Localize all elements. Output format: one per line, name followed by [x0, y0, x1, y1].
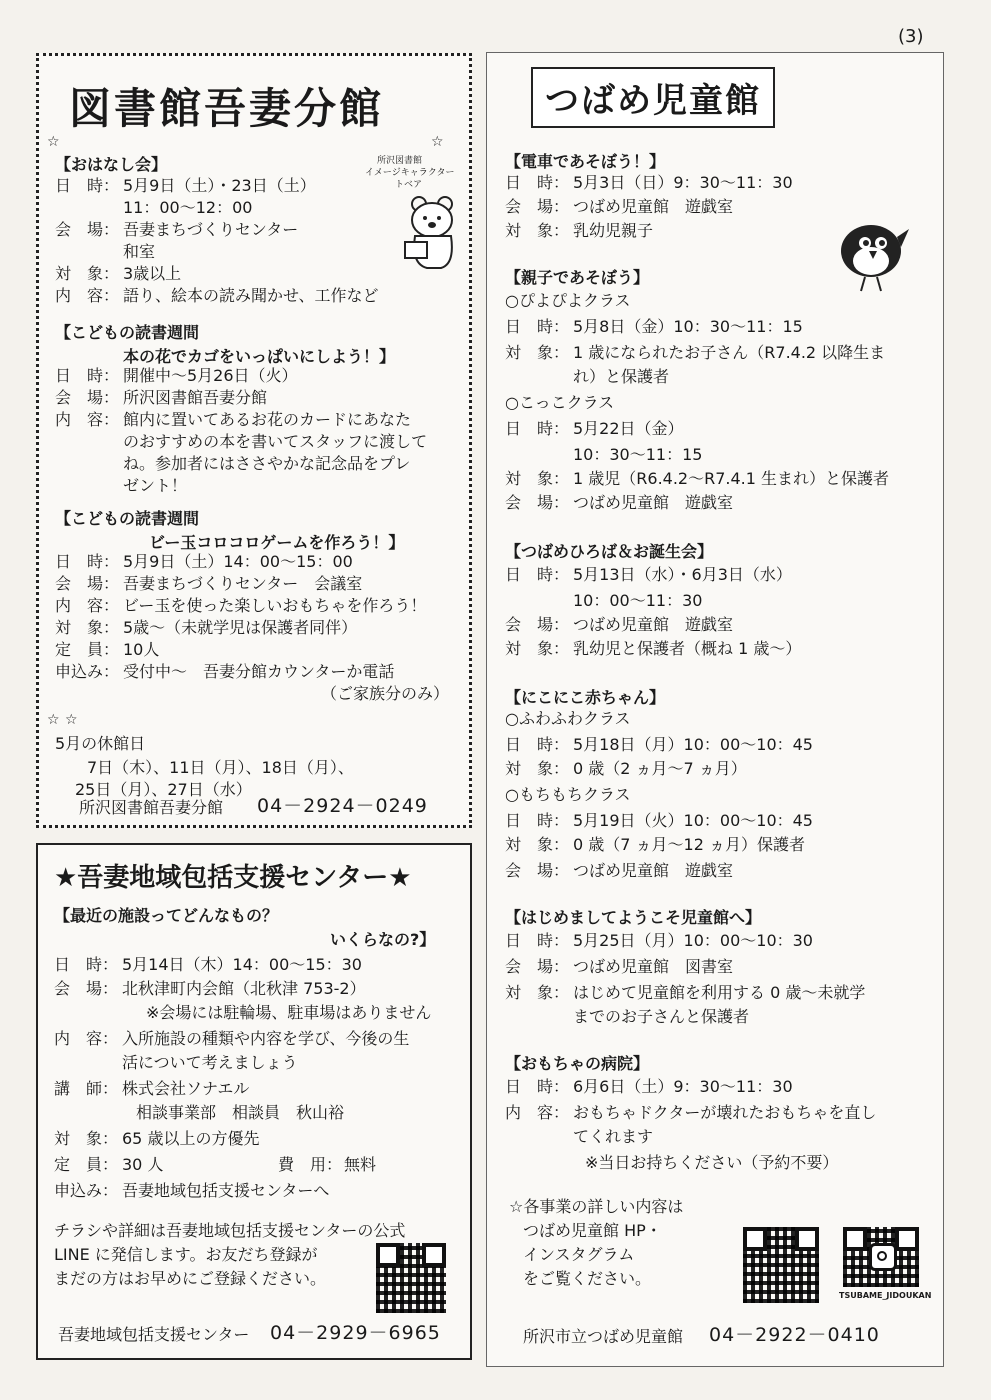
field-label: 対 象：	[505, 343, 570, 362]
info-note: インスタグラム	[523, 1245, 635, 1264]
week1-date: 開催中～5月26日（火）	[123, 366, 298, 385]
closed-days-heading: 5月の休館日	[55, 734, 146, 753]
hiroba-heading: 【つばめひろば＆お誕生会】	[505, 542, 714, 561]
omocha-content: てくれます	[573, 1127, 654, 1146]
field-label: 会 場：	[55, 574, 120, 593]
week2-apply-note: （ご家族分のみ）	[321, 684, 450, 703]
hokatsu-lecturer: 株式会社ソナエル	[122, 1079, 250, 1098]
hajimete-place: つばめ児童館 図書室	[573, 957, 734, 976]
niko-place: つばめ児童館 遊戯室	[573, 861, 734, 880]
field-label: 日 時：	[505, 173, 570, 192]
oyako-heading: 【親子であそぼう】	[505, 268, 650, 287]
info-note: つばめ児童館 HP・	[523, 1221, 662, 1240]
ohanashi-time: 11：00～12：00	[123, 198, 253, 217]
field-label: 対 象：	[505, 639, 570, 658]
instagram-icon	[869, 1243, 897, 1271]
field-label: 日 時：	[55, 552, 120, 571]
field-label: 対 象：	[505, 221, 570, 240]
week1-content: 館内に置いてあるお花のカードにあなた	[123, 410, 412, 429]
hajimete-target: はじめて児童館を利用する 0 歳～未就学	[573, 983, 866, 1002]
ohanashi-date: 5月9日（土）・23日（土）	[123, 176, 316, 195]
niko-target: 0 歳（2 ヵ月～7 ヵ月）	[573, 759, 747, 778]
week1-content: のおすすめの本を書いてスタッフに渡して	[123, 432, 428, 451]
field-label: 対 象：	[505, 469, 570, 488]
field-label: 内 容：	[55, 286, 120, 305]
oyako-target: 1 歳になられたお子さん（R7.4.2 以降生ま	[573, 343, 886, 362]
field-label: 会 場：	[55, 388, 120, 407]
field-label: 会 場：	[505, 957, 570, 976]
week2-content: ビー玉を使った楽しいおもちゃを作ろう！	[123, 596, 427, 615]
info-note: ☆各事業の詳しい内容は	[509, 1197, 684, 1216]
field-label: 会 場：	[505, 493, 570, 512]
field-label: 内 容：	[55, 410, 120, 429]
field-label: 対 象：	[505, 835, 570, 854]
densha-heading: 【電車であそぼう！】	[505, 152, 666, 171]
hokatsu-title: ★吾妻地域包括支援センター★	[54, 863, 412, 893]
library-panel	[36, 53, 472, 828]
jidokan-panel	[486, 52, 944, 1367]
field-label: 内 容：	[505, 1103, 570, 1122]
hajimete-heading: 【はじめましてようこそ児童館へ】	[505, 908, 762, 927]
star-icon: ☆	[65, 712, 78, 728]
star-icon: ☆	[431, 134, 444, 150]
week2-subtitle: ビー玉コロコロゲームを作ろう！】	[149, 533, 405, 552]
line-note: チラシや詳細は吾妻地域包括支援センターの公式	[54, 1221, 406, 1240]
field-label: 対 象：	[54, 1129, 119, 1148]
oyako-time: 10：30～11：15	[573, 445, 703, 464]
hokatsu-panel	[36, 843, 472, 1360]
character-caption: トベア	[395, 180, 423, 190]
class-name: ○もちもちクラス	[505, 785, 631, 804]
week2-apply: 受付中～ 吾妻分館カウンターか電話	[123, 662, 395, 681]
omocha-heading: 【おもちゃの病院】	[505, 1054, 650, 1073]
week1-subtitle: 本の花でカゴをいっぱいにしよう！】	[123, 347, 396, 366]
field-label: 会 場：	[505, 615, 570, 634]
field-label: 日 時：	[505, 317, 570, 336]
hiroba-target: 乳幼児と保護者（概ね 1 歳～）	[573, 639, 802, 658]
field-label: 日 時：	[505, 811, 570, 830]
hiroba-date: 5月13日（水）・6月3日（水）	[573, 565, 792, 584]
densha-place: つばめ児童館 遊戯室	[573, 197, 734, 216]
hokatsu-place: 北秋津町内会館（北秋津 753-2）	[122, 979, 366, 998]
hokatsu-heading: いくらなの?】	[330, 930, 436, 949]
hokatsu-place-note: ※会場には駐輪場、駐車場はありません	[146, 1003, 432, 1022]
week2-target: 5歳～（未就学児は保護者同伴）	[123, 618, 358, 637]
field-label: 日 時：	[505, 735, 570, 754]
hokatsu-target: 65 歳以上の方優先	[122, 1129, 260, 1148]
hajimete-target: までのお子さんと保護者	[573, 1007, 750, 1026]
hp-qr-code[interactable]	[743, 1227, 819, 1303]
field-label: 会 場：	[505, 861, 570, 880]
line-qr-code[interactable]	[376, 1243, 446, 1313]
character-caption: イメージキャラクター	[365, 168, 455, 178]
niko-date: 5月19日（火）10：00～10：45	[573, 811, 813, 830]
field-label: 費 用：	[278, 1155, 343, 1174]
week1-content: ね。参加者にはささやかな記念品をプレ	[123, 454, 411, 473]
oyako-target: 1 歳児（R6.4.2～R7.4.1 生まれ）と保護者	[573, 469, 890, 488]
field-label: 会 場：	[55, 220, 120, 239]
field-label: 定 員：	[54, 1155, 119, 1174]
omocha-note: ※当日お持ちください（予約不要）	[585, 1153, 839, 1172]
field-label: 対 象：	[55, 264, 120, 283]
week2-place: 吾妻まちづくりセンター 会議室	[123, 574, 363, 593]
field-label: 日 時：	[505, 419, 570, 438]
ohanashi-content: 語り、絵本の読み聞かせ、工作など	[123, 286, 379, 305]
hokatsu-content: 活について考えましょう	[122, 1053, 298, 1072]
instagram-caption: TSUBAME_JIDOUKAN	[839, 1291, 932, 1300]
hiroba-place: つばめ児童館 遊戯室	[573, 615, 734, 634]
jidokan-phone: 04－2922－0410	[709, 1324, 880, 1346]
hokatsu-date: 5月14日（木）14：00～15：30	[122, 955, 362, 974]
page-number: (3)	[898, 26, 924, 47]
library-phone: 04－2924－0249	[257, 795, 428, 817]
field-label: 会 場：	[54, 979, 119, 998]
class-name: ○ふわふわクラス	[505, 709, 631, 728]
field-label: 日 時：	[54, 955, 119, 974]
hokatsu-capacity: 30 人	[122, 1155, 164, 1174]
field-label: 内 容：	[54, 1029, 119, 1048]
field-label: 対 象：	[505, 759, 570, 778]
field-label: 日 時：	[505, 931, 570, 950]
hokatsu-heading: 【最近の施設ってどんなもの？	[54, 906, 279, 925]
densha-date: 5月3日（日）9：30～11：30	[573, 173, 793, 192]
week1-place: 所沢図書館吾妻分館	[123, 388, 268, 407]
star-icon: ☆	[47, 134, 60, 150]
oyako-target: れ）と保護者	[573, 367, 670, 386]
hokatsu-contact-name: 吾妻地域包括支援センター	[58, 1325, 250, 1344]
field-label: 日 時：	[505, 565, 570, 584]
densha-target: 乳幼児親子	[573, 221, 654, 240]
field-label: 対 象：	[55, 618, 120, 637]
week2-capacity: 10人	[123, 640, 160, 659]
character-caption: 所沢図書館	[377, 156, 423, 166]
ohanashi-heading: 【おはなし会】	[55, 155, 168, 174]
class-name: ○ぴよぴよクラス	[505, 291, 631, 310]
oyako-date: 5月8日（金）10：30～11：15	[573, 317, 803, 336]
star-icon: ☆	[47, 712, 60, 728]
omocha-content: おもちゃドクターが壊れたおもちゃを直し	[573, 1103, 877, 1122]
ohanashi-place: 吾妻まちづくりセンター	[123, 220, 299, 239]
ohanashi-place-room: 和室	[123, 242, 156, 261]
hokatsu-fee: 無料	[344, 1155, 377, 1174]
niko-target: 0 歳（7 ヵ月～12 ヵ月）保護者	[573, 835, 805, 854]
class-name: ○こっこクラス	[505, 393, 615, 412]
hokatsu-phone: 04－2929－6965	[270, 1322, 441, 1344]
bird-mascot-icon	[831, 211, 911, 295]
oyako-place: つばめ児童館 遊戯室	[573, 493, 734, 512]
field-label: 内 容：	[55, 596, 120, 615]
field-label: 会 場：	[505, 197, 570, 216]
hokatsu-apply: 吾妻地域包括支援センターへ	[122, 1181, 330, 1200]
omocha-date: 6月6日（土）9：30～11：30	[573, 1077, 793, 1096]
info-note: をご覧ください。	[523, 1269, 652, 1288]
field-label: 対 象：	[505, 983, 570, 1002]
week2-heading: 【こどもの読書週間	[55, 509, 200, 528]
hokatsu-content: 入所施設の種類や内容を学び、今後の生	[122, 1029, 410, 1048]
niko-date: 5月18日（月）10：00～10：45	[573, 735, 813, 754]
oyako-date: 5月22日（金）	[573, 419, 684, 438]
hajimete-date: 5月25日（月）10：00～10：30	[573, 931, 813, 950]
field-label: 定 員：	[55, 640, 120, 659]
library-contact-name: 所沢図書館吾妻分館	[79, 798, 224, 817]
week1-heading: 【こどもの読書週間	[55, 323, 200, 342]
niko-heading: 【にこにこ赤ちゃん】	[505, 688, 666, 707]
bear-mascot-icon	[397, 194, 467, 272]
field-label: 日 時：	[55, 176, 120, 195]
week2-date: 5月9日（土）14：00～15：00	[123, 552, 353, 571]
line-note: まだの方はお早めにご登録ください。	[54, 1269, 327, 1288]
jidokan-contact-name: 所沢市立つばめ児童館	[523, 1327, 684, 1346]
field-label: 申込み：	[54, 1181, 119, 1200]
line-note: LINE に発信します。お友だち登録が	[54, 1245, 318, 1264]
hiroba-time: 10：00～11：30	[573, 591, 703, 610]
ohanashi-target: 3歳以上	[123, 264, 182, 283]
field-label: 申込み：	[55, 662, 120, 681]
jidokan-title: つばめ児童館	[531, 67, 775, 128]
field-label: 講 師：	[54, 1079, 119, 1098]
closed-days: 25日（月）、27日（水）	[75, 780, 252, 799]
field-label: 日 時：	[55, 366, 120, 385]
closed-days: 7日（木）、11日（月）、18日（月）、	[87, 758, 354, 777]
week1-content: ゼント！	[123, 476, 188, 495]
field-label: 日 時：	[505, 1077, 570, 1096]
library-title: 図書館吾妻分館	[69, 84, 385, 133]
hokatsu-lecturer: 相談事業部 相談員 秋山裕	[136, 1103, 345, 1122]
